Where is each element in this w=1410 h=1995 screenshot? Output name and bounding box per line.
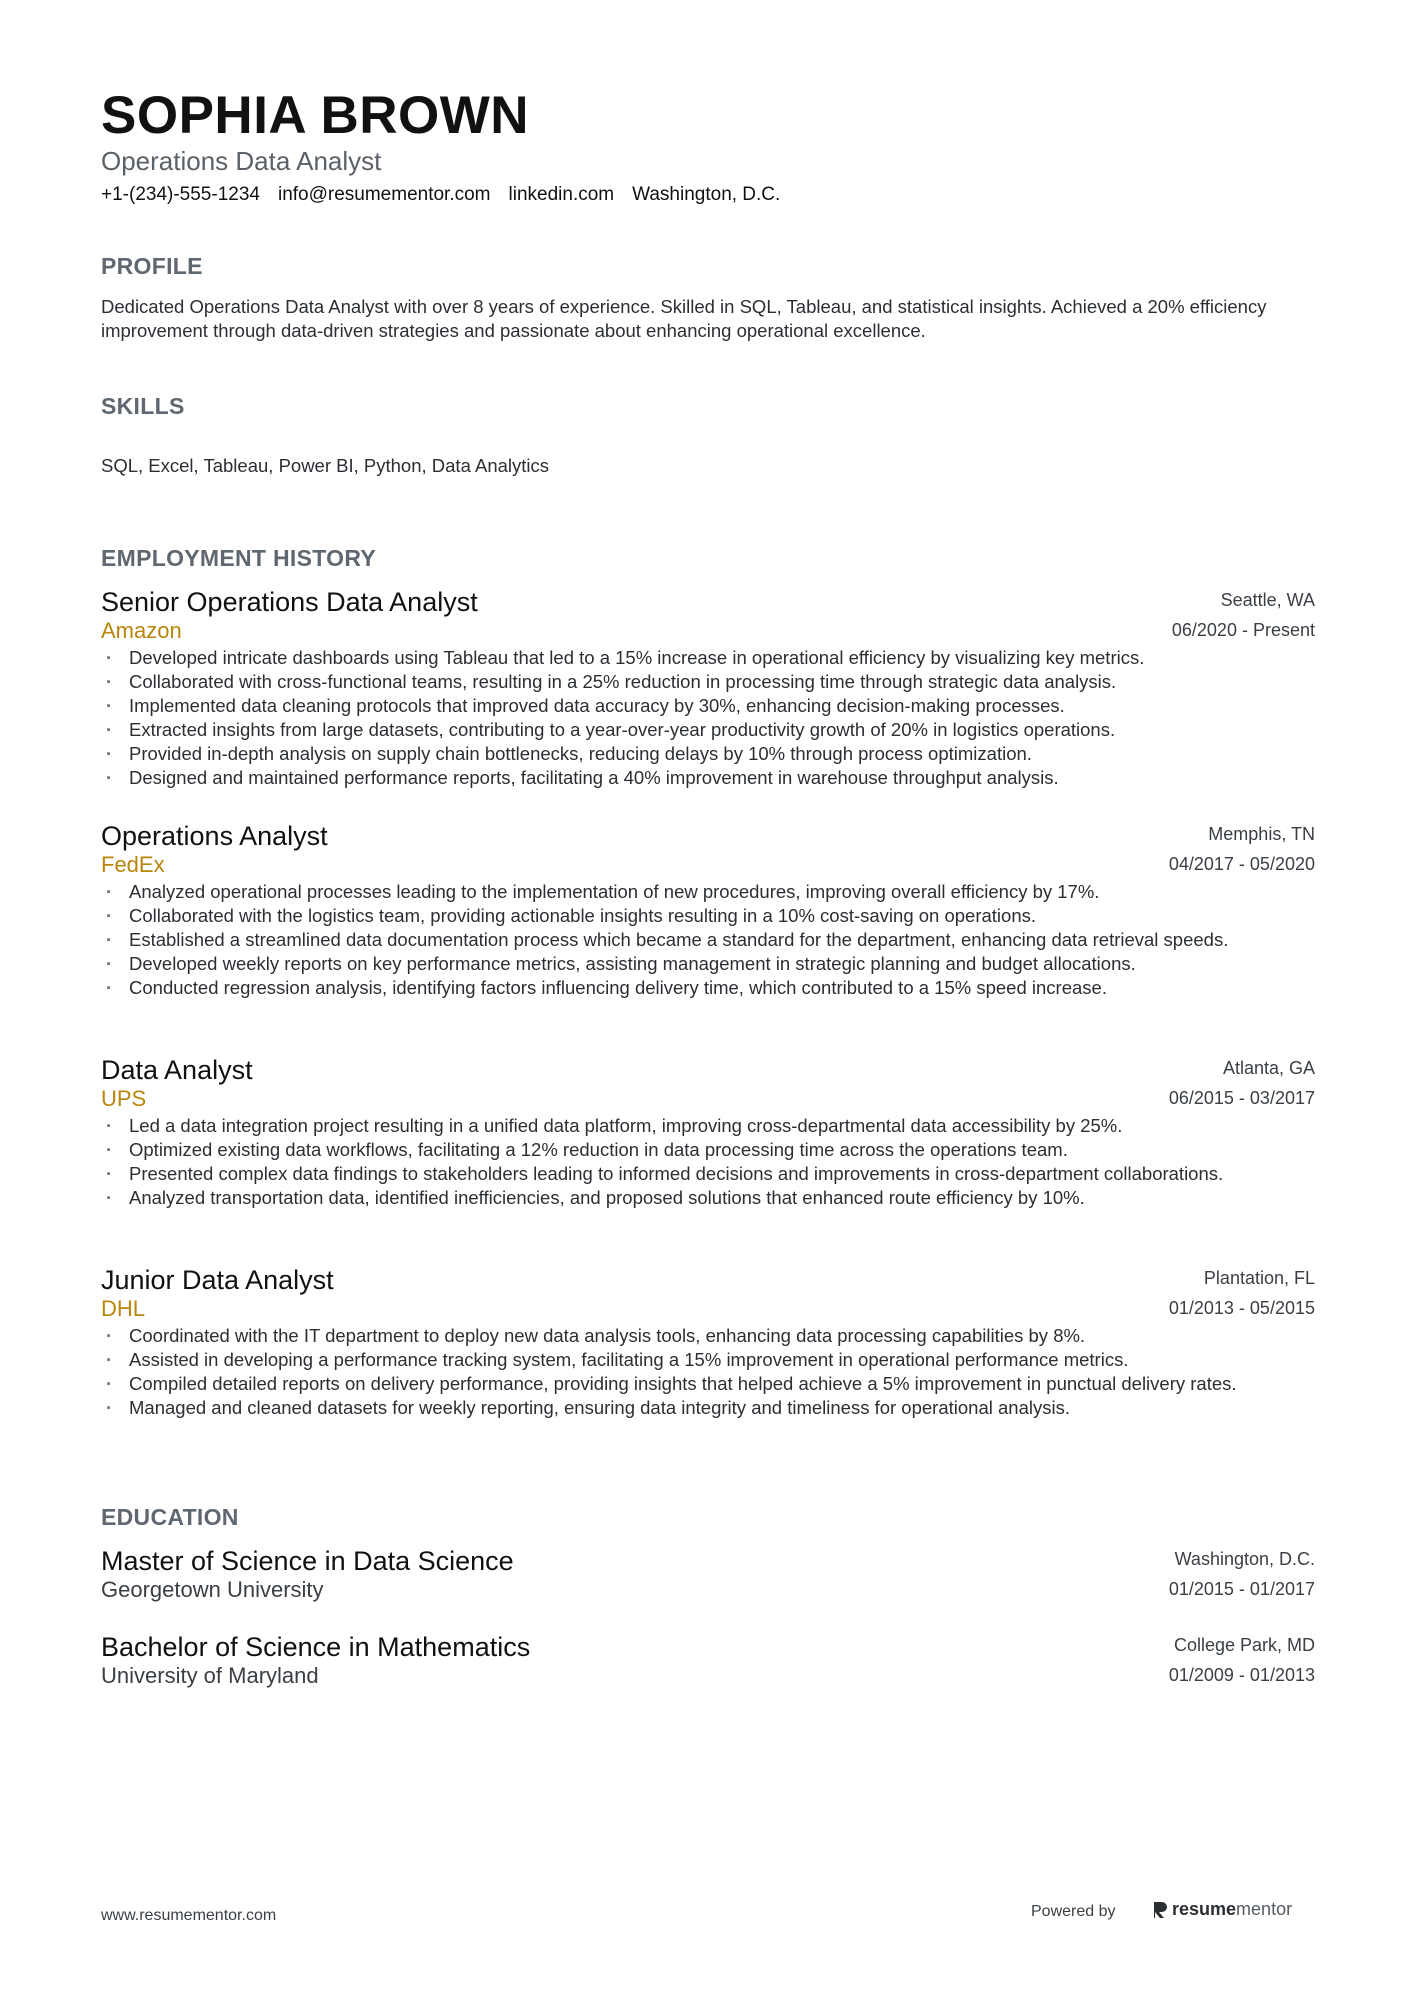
list-item: · Managed and cleaned datasets for weekly reporting, ensuring data integrity and timeliness for operational analysis.	[101, 1396, 1315, 1420]
job-location: Memphis, TN	[1208, 824, 1315, 844]
job-company: Amazon	[101, 618, 182, 643]
list-item: · Analyzed transportation data, identified inefficiencies, and proposed solutions that enhanced route efficiency by 10%.	[101, 1186, 1315, 1210]
list-item: · Coordinated with the IT department to deploy new data analysis tools, enhancing data processing capabilities by 8%.	[101, 1324, 1315, 1348]
list-item: · Established a streamlined data documentation process which became a standard for the department, enhancing data retrieval speeds.	[101, 928, 1315, 952]
list-item: · Developed weekly reports on key performance metrics, assisting management in strategic planning and budget allocations.	[101, 952, 1315, 976]
candidate-name: SOPHIA BROWN	[101, 86, 530, 145]
job-dates: 04/2017 - 05/2020	[1168, 854, 1315, 874]
education-dates: 01/2009 - 01/2013	[1168, 1665, 1315, 1685]
list-item: · Provided in-depth analysis on supply chain bottlenecks, reducing delays by 10% through process optimization.	[101, 742, 1315, 766]
job-bullets	[101, 1324, 1315, 1420]
job-company: FedEx	[101, 852, 165, 877]
job-entry	[101, 586, 1315, 790]
list-item: · Optimized existing data workflows, facilitating a 12% reduction in data processing time across the operations team.	[101, 1138, 1315, 1162]
list-item: · Designed and maintained performance reports, facilitating a 40% improvement in warehouse throughput analysis.	[101, 766, 1315, 790]
school-name: University of Maryland	[101, 1663, 319, 1688]
skills-heading: SKILLS	[101, 393, 185, 419]
contact-phone: +1-(234)-555-1234	[101, 184, 260, 205]
list-item: · Assisted in developing a performance tracking system, facilitating a 15% improvement in operational performance metrics.	[101, 1348, 1315, 1372]
list-item: · Analyzed operational processes leading to the implementation of new procedures, improving overall efficiency by 17%.	[101, 880, 1315, 904]
list-item: · Led a data integration project resulting in a unified data platform, improving cross-departmental data accessibility by 25%.	[101, 1114, 1315, 1138]
job-title: Operations Analyst	[101, 821, 328, 851]
candidate-title: Operations Data Analyst	[101, 146, 382, 176]
contact-linkedin[interactable]: linkedin.com	[508, 184, 615, 205]
job-dates: 01/2013 - 05/2015	[1168, 1298, 1315, 1318]
job-bullets	[101, 1114, 1315, 1210]
logo-text-bold: resume	[1172, 1899, 1237, 1919]
job-bullets	[101, 880, 1315, 1000]
education-entry	[101, 1545, 1315, 1605]
job-dates: 06/2020 - Present	[1171, 620, 1315, 640]
resumementor-logo[interactable]	[1152, 1899, 1292, 1920]
job-entry	[101, 1054, 1315, 1210]
job-company: DHL	[101, 1296, 146, 1321]
education-entry	[101, 1631, 1315, 1691]
footer-powered-by: Powered by	[1031, 1903, 1116, 1920]
contact-line	[101, 183, 780, 207]
education-dates: 01/2015 - 01/2017	[1168, 1579, 1315, 1599]
education-heading: EDUCATION	[101, 1504, 239, 1530]
job-location: Atlanta, GA	[1222, 1058, 1315, 1078]
job-title: Senior Operations Data Analyst	[101, 587, 478, 617]
footer-url[interactable]: www.resumementor.com	[101, 1907, 277, 1924]
logo-text-light: mentor	[1236, 1899, 1293, 1919]
resumementor-logo-icon	[1152, 1900, 1168, 1920]
job-title: Junior Data Analyst	[101, 1265, 334, 1295]
degree-title: Bachelor of Science in Mathematics	[101, 1632, 531, 1662]
contact-email[interactable]: info@resumementor.com	[277, 184, 491, 205]
job-location: Seattle, WA	[1220, 590, 1315, 610]
school-location: College Park, MD	[1173, 1635, 1315, 1655]
job-title: Data Analyst	[101, 1055, 253, 1085]
job-bullets	[101, 646, 1315, 790]
job-company: UPS	[101, 1086, 147, 1111]
list-item: · Collaborated with the logistics team, providing actionable insights resulting in a 10% cost-saving on operations.	[101, 904, 1315, 928]
profile-heading: PROFILE	[101, 253, 203, 279]
job-dates: 06/2015 - 03/2017	[1168, 1088, 1315, 1108]
list-item: · Compiled detailed reports on delivery performance, providing insights that helped achieve a 5% improvement in punctual delivery rates.	[101, 1372, 1315, 1396]
school-name: Georgetown University	[101, 1577, 324, 1602]
employment-heading: EMPLOYMENT HISTORY	[101, 545, 377, 571]
skills-text: SQL, Excel, Tableau, Power BI, Python, Data Analytics	[101, 455, 550, 476]
school-location: Washington, D.C.	[1174, 1549, 1315, 1569]
list-item: · Conducted regression analysis, identifying factors influencing delivery time, which contributed to a 15% speed increase.	[101, 976, 1315, 1000]
list-item: · Extracted insights from large datasets, contributing to a year-over-year productivity growth of 20% in logistics operations.	[101, 718, 1315, 742]
job-entry	[101, 1264, 1315, 1420]
profile-text: Dedicated Operations Data Analyst with over 8 years of experience. Skilled in SQL, Tableau, and statistical insights. Achieved a 20% efficiency improvement through data-driven strategies and passionate about enhancing operational excellence.	[101, 296, 1267, 341]
job-entry	[101, 820, 1315, 1000]
degree-title: Master of Science in Data Science	[101, 1546, 514, 1576]
job-location: Plantation, FL	[1203, 1268, 1315, 1288]
list-item: · Developed intricate dashboards using Tableau that led to a 15% increase in operational efficiency by visualizing key metrics.	[101, 646, 1315, 670]
list-item: · Implemented data cleaning protocols that improved data accuracy by 30%, enhancing decision-making processes.	[101, 694, 1315, 718]
contact-location: Washington, D.C.	[632, 184, 781, 205]
list-item: · Collaborated with cross-functional teams, resulting in a 25% reduction in processing time through strategic data analysis.	[101, 670, 1315, 694]
list-item: · Presented complex data findings to stakeholders leading to informed decisions and improvements in cross-department collaborations.	[101, 1162, 1315, 1186]
